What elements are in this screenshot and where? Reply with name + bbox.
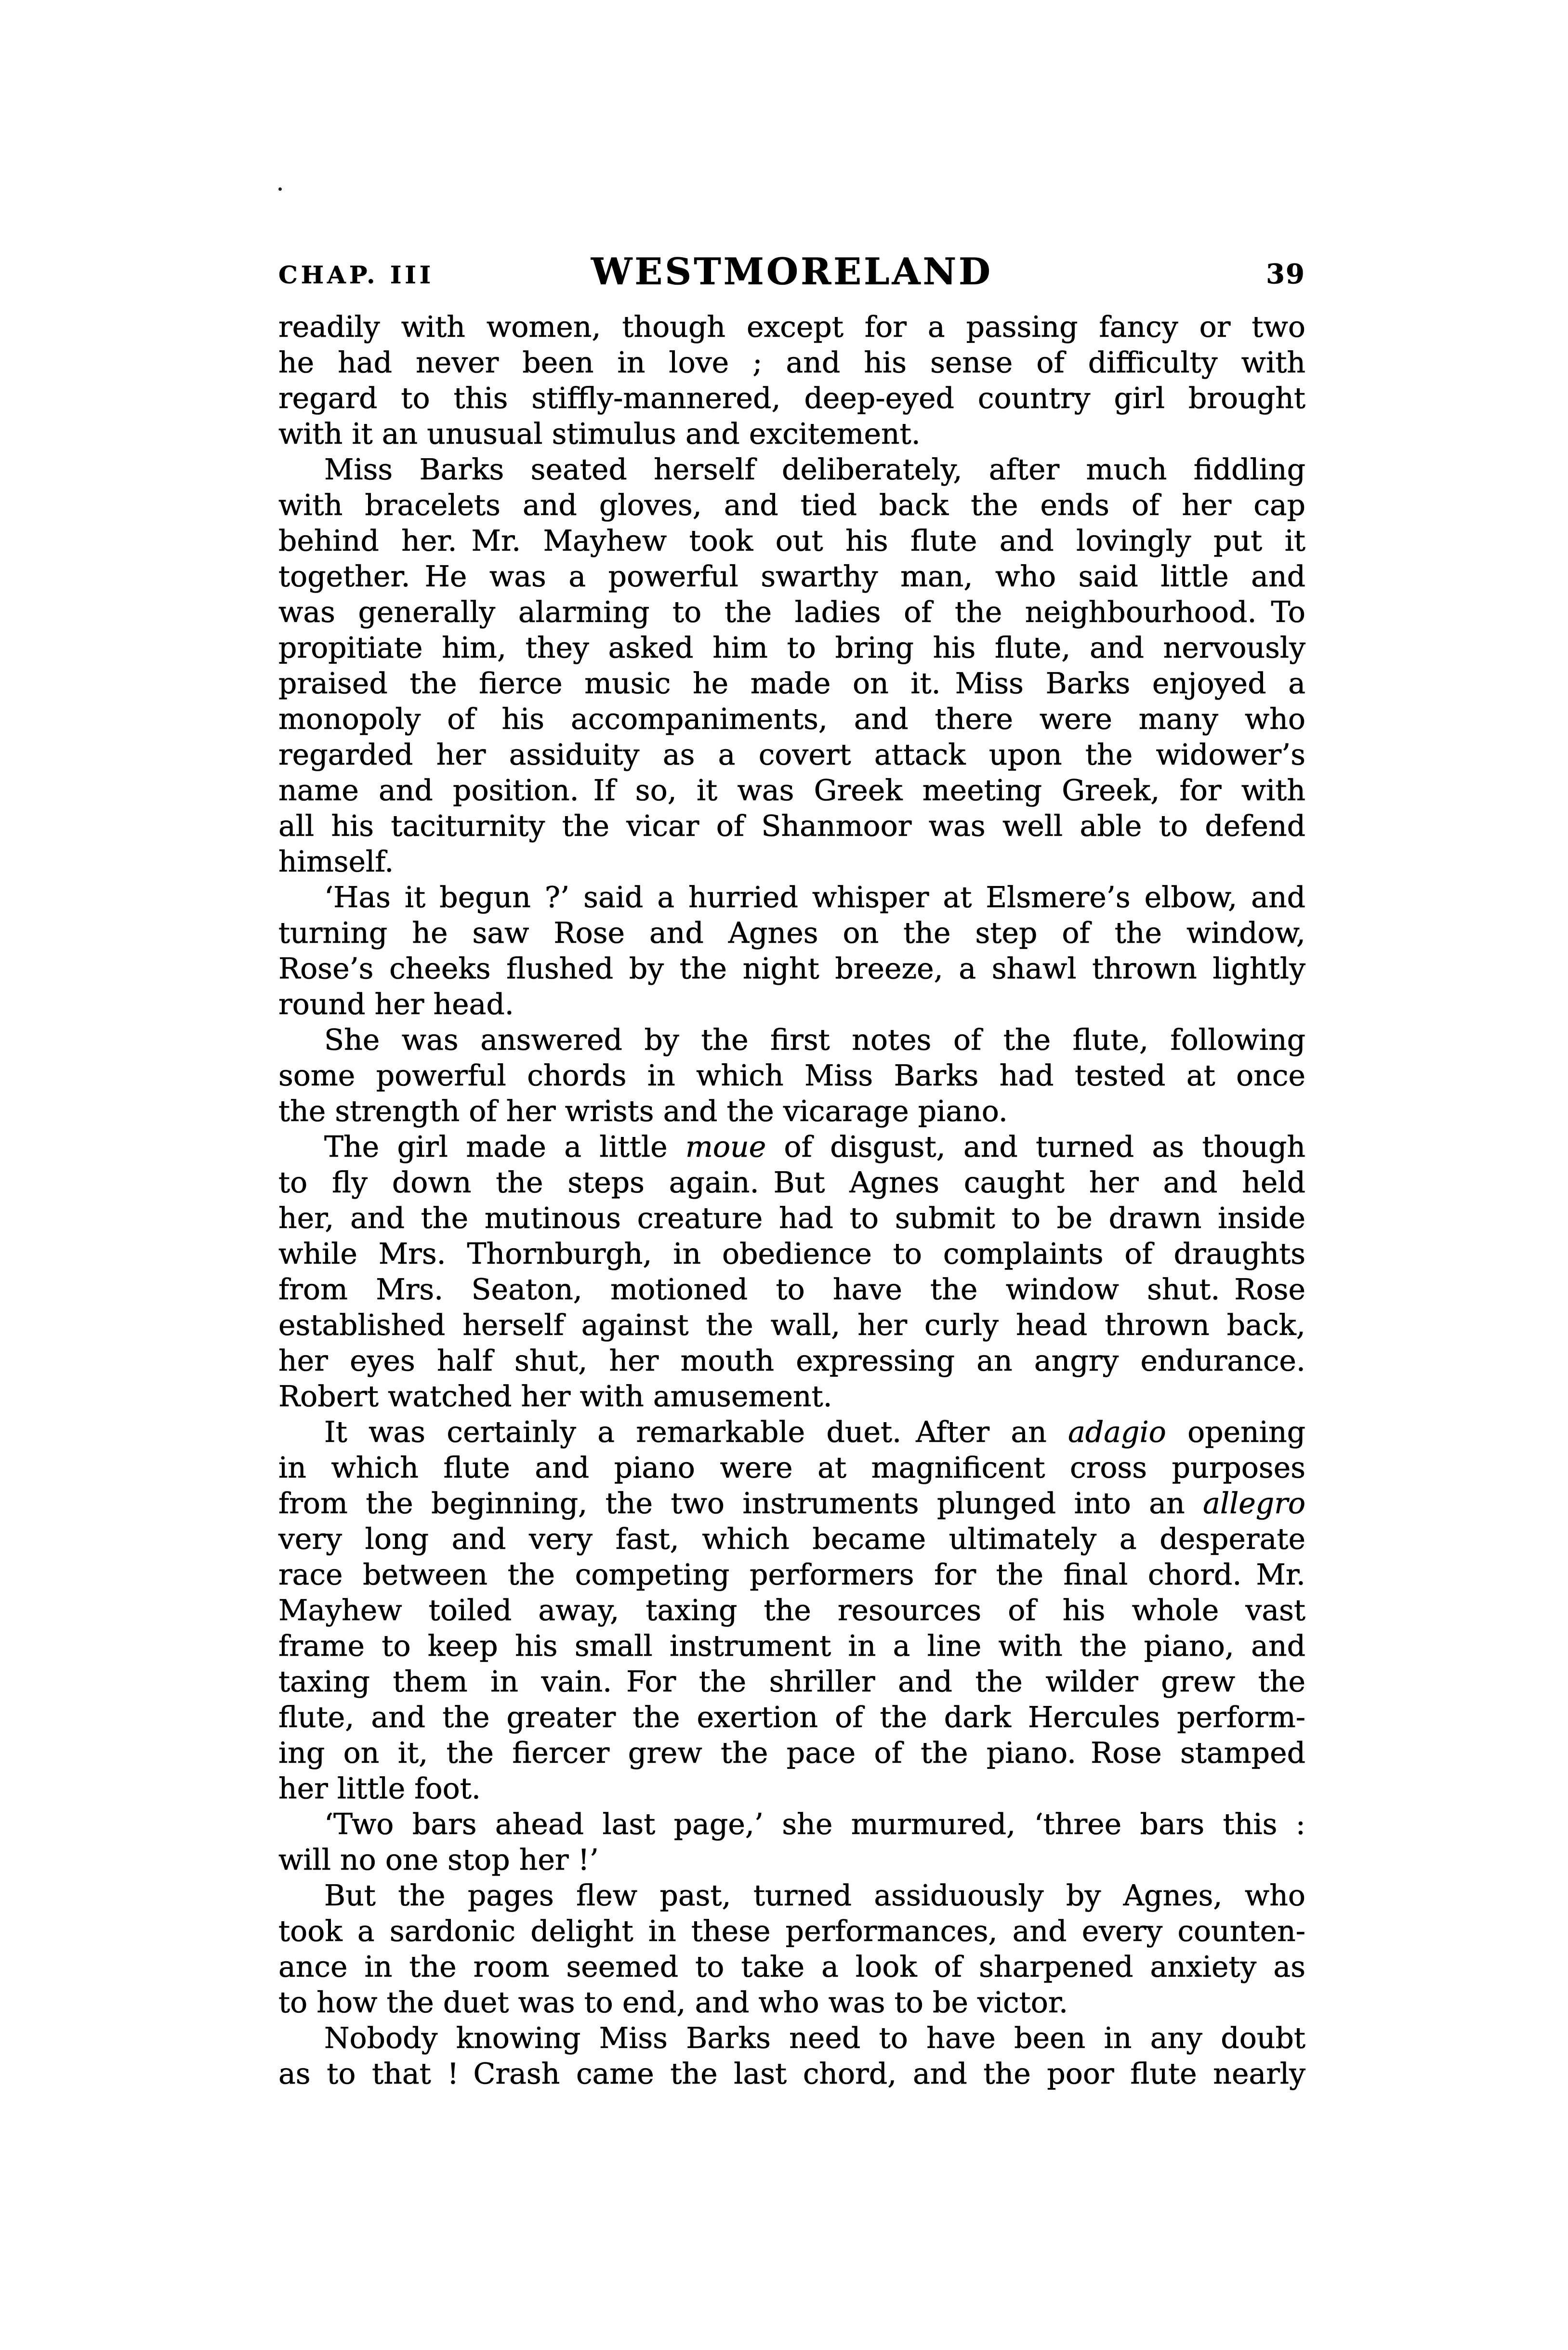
- text-line: [278, 488, 1305, 523]
- text-line: [278, 880, 1305, 915]
- text-segment: name and position. If so, it was Greek meeting Greek, for with: [278, 774, 1305, 807]
- text-segment: Rose’s cheeks flushed by the night breeze, a shawl thrown lightly: [278, 952, 1305, 986]
- text-segment: with it an unusual stimulus and excitement.: [278, 417, 921, 451]
- text-line: [278, 1129, 1305, 1165]
- paragraph: [278, 2020, 1305, 2092]
- text-segment: monopoly of his accompaniments, and there were many who: [278, 702, 1305, 736]
- text-line: [278, 2056, 1305, 2092]
- text-segment: ‘Has it begun ?’ said a hurried whisper at Elsmere’s elbow, and: [324, 881, 1305, 914]
- italic-text: allegro: [1203, 1487, 1305, 1520]
- paragraph: [278, 1022, 1305, 1129]
- text-line: [278, 1379, 1305, 1414]
- text-segment: Miss Barks seated herself deliberately, after much fiddling: [324, 453, 1305, 487]
- text-segment: himself.: [278, 845, 394, 879]
- text-line: [278, 1878, 1305, 1914]
- text-line: [278, 1201, 1305, 1236]
- text-segment: very long and very fast, which became ultimately a desperate: [278, 1522, 1305, 1556]
- text-segment: of disgust, and turned as though: [766, 1130, 1305, 1164]
- text-segment: opening: [1166, 1415, 1305, 1449]
- text-line: [278, 1700, 1305, 1735]
- text-line: [278, 1985, 1305, 2020]
- paragraph: [278, 309, 1305, 452]
- text-line: [278, 701, 1305, 737]
- text-line: [278, 345, 1305, 381]
- text-segment: Mayhew toiled away, taxing the resources of his whole vast: [278, 1594, 1305, 1627]
- text-line: [278, 1914, 1305, 1949]
- text-segment: It was certainly a remarkable duet. After an: [324, 1415, 1068, 1449]
- text-segment: together. He was a powerful swarthy man, who said little and: [278, 560, 1305, 594]
- paragraph: [278, 452, 1305, 880]
- text-line: [278, 309, 1305, 345]
- text-segment: from the beginning, the two instruments plunged into an: [278, 1487, 1203, 1520]
- text-line: [278, 416, 1305, 452]
- text-line: [278, 844, 1305, 880]
- text-segment: But the pages flew past, turned assiduously by Agnes, who: [324, 1879, 1305, 1913]
- text-line: [278, 1628, 1305, 1664]
- text-line: [278, 1414, 1305, 1450]
- text-line: [278, 1272, 1305, 1307]
- text-line: [278, 1771, 1305, 1807]
- text-line: [278, 452, 1305, 488]
- text-segment: the strength of her wrists and the vicarage piano.: [278, 1095, 1008, 1128]
- text-segment: her, and the mutinous creature had to submit to be drawn inside: [278, 1201, 1305, 1235]
- text-segment: he had never been in love ; and his sense of difficulty with: [278, 346, 1305, 380]
- paragraph: [278, 1414, 1305, 1807]
- text-line: [278, 2020, 1305, 2056]
- paragraph: [278, 1129, 1305, 1414]
- text-line: [278, 523, 1305, 559]
- text-segment: to how the duet was to end, and who was to be victor.: [278, 1986, 1068, 2020]
- chapter-label: CHAP. III: [278, 261, 435, 289]
- text-segment: flute, and the greater the exertion of the dark Hercules perform-: [278, 1701, 1305, 1734]
- text-segment: from Mrs. Seaton, motioned to have the window shut. Rose: [278, 1273, 1305, 1307]
- text-line: [278, 1165, 1305, 1201]
- text-line: [278, 737, 1305, 773]
- text-line: [278, 1236, 1305, 1272]
- text-segment: race between the competing performers for the final chord. Mr.: [278, 1558, 1305, 1592]
- text-line: [278, 559, 1305, 594]
- text-line: [278, 1521, 1305, 1557]
- text-line: [278, 951, 1305, 987]
- text-line: [278, 773, 1305, 808]
- running-title: WESTMORELAND: [591, 250, 993, 293]
- text-segment: was generally alarming to the ladies of the neighbourhood. To: [278, 595, 1305, 629]
- text-line: [278, 381, 1305, 416]
- paragraph: [278, 1878, 1305, 2020]
- text-block: [278, 309, 1305, 2092]
- italic-text: adagio: [1068, 1415, 1166, 1449]
- text-segment: turning he saw Rose and Agnes on the step of the window,: [278, 916, 1305, 950]
- text-line: [278, 1486, 1305, 1521]
- text-line: [278, 666, 1305, 701]
- text-line: [278, 1022, 1305, 1058]
- stray-ink-dot: [278, 187, 282, 191]
- text-segment: as to that ! Crash came the last chord, and the poor flute nearly: [278, 2057, 1305, 2091]
- text-segment: ‘Two bars ahead last page,’ she murmured, ‘three bars this :: [324, 1808, 1305, 1841]
- text-segment: established herself against the wall, her curly head thrown back,: [278, 1308, 1305, 1342]
- text-line: [278, 1807, 1305, 1842]
- text-segment: round her head.: [278, 988, 514, 1021]
- text-segment: Nobody knowing Miss Barks need to have been in any doubt: [324, 2021, 1305, 2055]
- text-segment: will no one stop her !’: [278, 1843, 599, 1877]
- text-segment: ance in the room seemed to take a look of sharpened anxiety as: [278, 1950, 1305, 1984]
- text-segment: to fly down the steps again. But Agnes caught her and held: [278, 1166, 1305, 1200]
- text-segment: some powerful chords in which Miss Barks had tested at once: [278, 1059, 1305, 1093]
- text-segment: praised the fierce music he made on it. Miss Barks enjoyed a: [278, 667, 1305, 700]
- text-segment: regard to this stiffly-mannered, deep-eyed country girl brought: [278, 382, 1305, 415]
- text-line: [278, 808, 1305, 844]
- text-line: [278, 1735, 1305, 1771]
- text-segment: with bracelets and gloves, and tied back the ends of her cap: [278, 488, 1305, 522]
- text-segment: her eyes half shut, her mouth expressing an angry endurance.: [278, 1344, 1305, 1378]
- paragraph: [278, 880, 1305, 1022]
- text-segment: while Mrs. Thornburgh, in obedience to complaints of draughts: [278, 1237, 1305, 1271]
- text-segment: regarded her assiduity as a covert attack upon the widower’s: [278, 738, 1305, 772]
- text-segment: Robert watched her with amusement.: [278, 1380, 832, 1413]
- text-segment: ing on it, the fiercer grew the pace of the piano. Rose stamped: [278, 1736, 1305, 1770]
- text-line: [278, 1307, 1305, 1343]
- text-line: [278, 987, 1305, 1022]
- text-segment: took a sardonic delight in these performances, and every counten-: [278, 1914, 1305, 1948]
- text-line: [278, 1094, 1305, 1129]
- text-line: [278, 1949, 1305, 1985]
- text-line: [278, 1664, 1305, 1700]
- text-segment: her little foot.: [278, 1772, 481, 1806]
- page-header: [278, 250, 1305, 293]
- text-line: [278, 1842, 1305, 1878]
- text-segment: frame to keep his small instrument in a line with the piano, and: [278, 1629, 1305, 1663]
- text-line: [278, 1343, 1305, 1379]
- italic-text: moue: [685, 1130, 766, 1164]
- text-line: [278, 1557, 1305, 1593]
- text-line: [278, 1058, 1305, 1094]
- text-segment: behind her. Mr. Mayhew took out his flute and lovingly put it: [278, 524, 1305, 558]
- paragraph: [278, 1807, 1305, 1878]
- text-line: [278, 1593, 1305, 1628]
- text-segment: readily with women, though except for a passing fancy or two: [278, 310, 1305, 344]
- text-line: [278, 630, 1305, 666]
- text-segment: She was answered by the first notes of the flute, following: [324, 1023, 1305, 1057]
- text-segment: taxing them in vain. For the shriller and the wilder grew the: [278, 1665, 1305, 1699]
- page-number: 39: [1266, 258, 1305, 290]
- text-segment: The girl made a little: [324, 1130, 686, 1164]
- text-line: [278, 1450, 1305, 1486]
- text-segment: propitiate him, they asked him to bring his flute, and nervously: [278, 631, 1305, 665]
- text-line: [278, 915, 1305, 951]
- text-segment: in which flute and piano were at magnificent cross purposes: [278, 1451, 1305, 1485]
- text-line: [278, 594, 1305, 630]
- text-segment: all his taciturnity the vicar of Shanmoor was well able to defend: [278, 809, 1305, 843]
